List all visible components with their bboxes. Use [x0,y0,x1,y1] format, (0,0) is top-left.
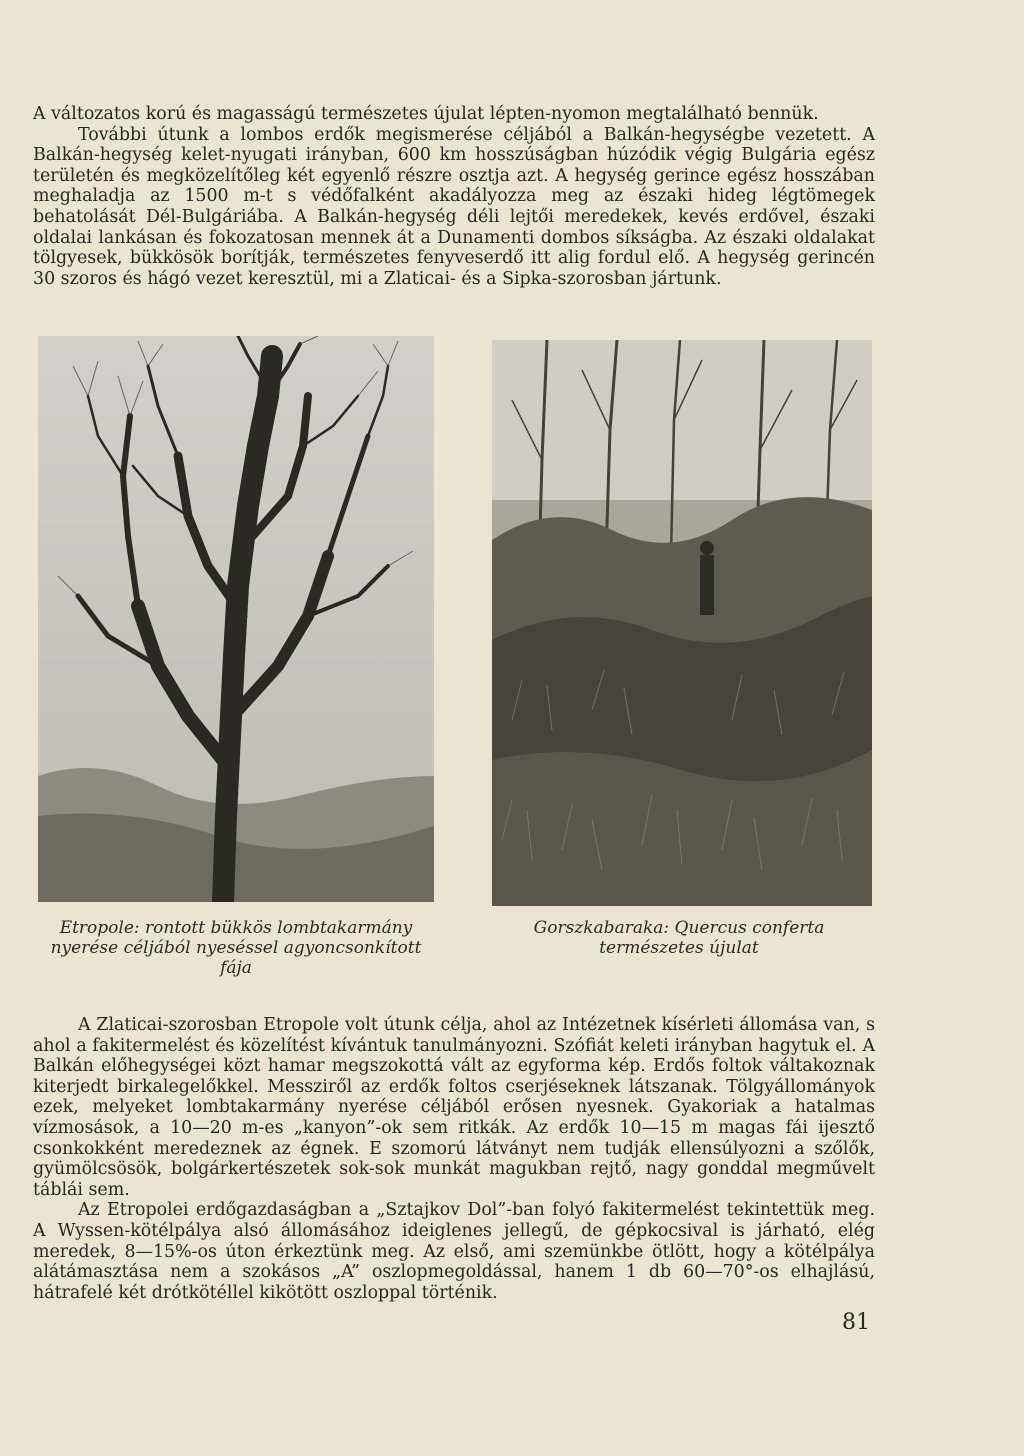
photo-oak-regeneration [492,340,872,906]
paragraph: Az Etropolei erdőgazdaságban a „Sztajkov Dol”-ban folyó fakitermelést tekintettük meg. A Wyssen-kötélpálya alsó állomásához ideiglenes jellegű, de gépkocsival is járható, elég meredek, 8—15%-os úton érkeztünk meg. Az első, ami szemünkbe ötlött, hogy a kötélpálya alátámasztása nem a szokásos „A” oszlopmegoldással, hanem 1 db 60—70°-os elhajlású, hátrafelé két drótkötéllel kikötött oszloppal történik. [33,1200,875,1303]
intro-text [33,104,875,289]
paragraph: A Zlaticai-szorosban Etropole volt útunk célja, ahol az Intézetnek kísérleti állomása van, s ahol a fakitermelést és közelítést kívántuk tanulmányozni. Szófiát keleti irányban hagytuk el. A Balkán előhegységei közt hamar megszokottá vált az egyforma kép. Erdős foltok váltakoznak kiterjedt birkalegelőkkel. Messziről az erdők foltos cserjéseknek látszanak. Tölgyállományok ezek, melyeket lombtakarmány nyerése céljából erősen nyesnek. Gyakoriak a hatalmas vízmosások, a 10—20 m-es „kanyon”-ok sem ritkák. Az erdők 10—15 m magas fái ijesztő csonkokként meredeznek az égnek. E szomorú látványt nem tudják ellensúlyozni a szőlők, gyümölcsösök, bolgárkertészetek sok-sok munkát magukban rejtő, nagy gonddal megművelt táblái sem. [33,1015,875,1200]
photo-forest-image [492,340,872,906]
paragraph: További útunk a lombos erdők megismerése céljából a Balkán-hegységbe vezetett. A Balkán-hegység kelet-nyugati irányban, 600 km hosszúságban húzódik végig Bulgária egész területén és megközelítőleg két egyenlő részre osztja azt. A hegység gerince egész hosszában meghaladja az 1500 m-t s védőfalként akadályozza meg az északi hideg légtömegek behatolását Dél-Bulgáriába. A Balkán-hegység déli lejtői meredekek, kevés erdővel, északi oldalai lankásan és fokozatosan mennek át a Dunamenti dombos síkságba. Az északi oldalakat tölgyesek, bükkösök borítják, természetes fenyveserdő itt alig fordul elő. A hegység gerincén 30 szoros és hágó vezet keresztül, mi a Zlaticai- és a Sipka-szorosban jártunk. [33,124,875,289]
caption-right: Gorszkabaraka: Quercus conferta természetes újulat [533,918,825,958]
body-text [33,1015,875,1303]
caption-left: Etropole: rontott bükkös lombtakarmány nyerése céljából nyeséssel agyoncsonkított fája [50,918,422,978]
paragraph: A változatos korú és magasságú természetes újulat lépten-nyomon megtalálható bennük. [33,104,819,124]
page-number: 81 [842,1310,870,1335]
photo-tree-image [38,336,434,902]
photo-pruned-beech [38,336,434,902]
